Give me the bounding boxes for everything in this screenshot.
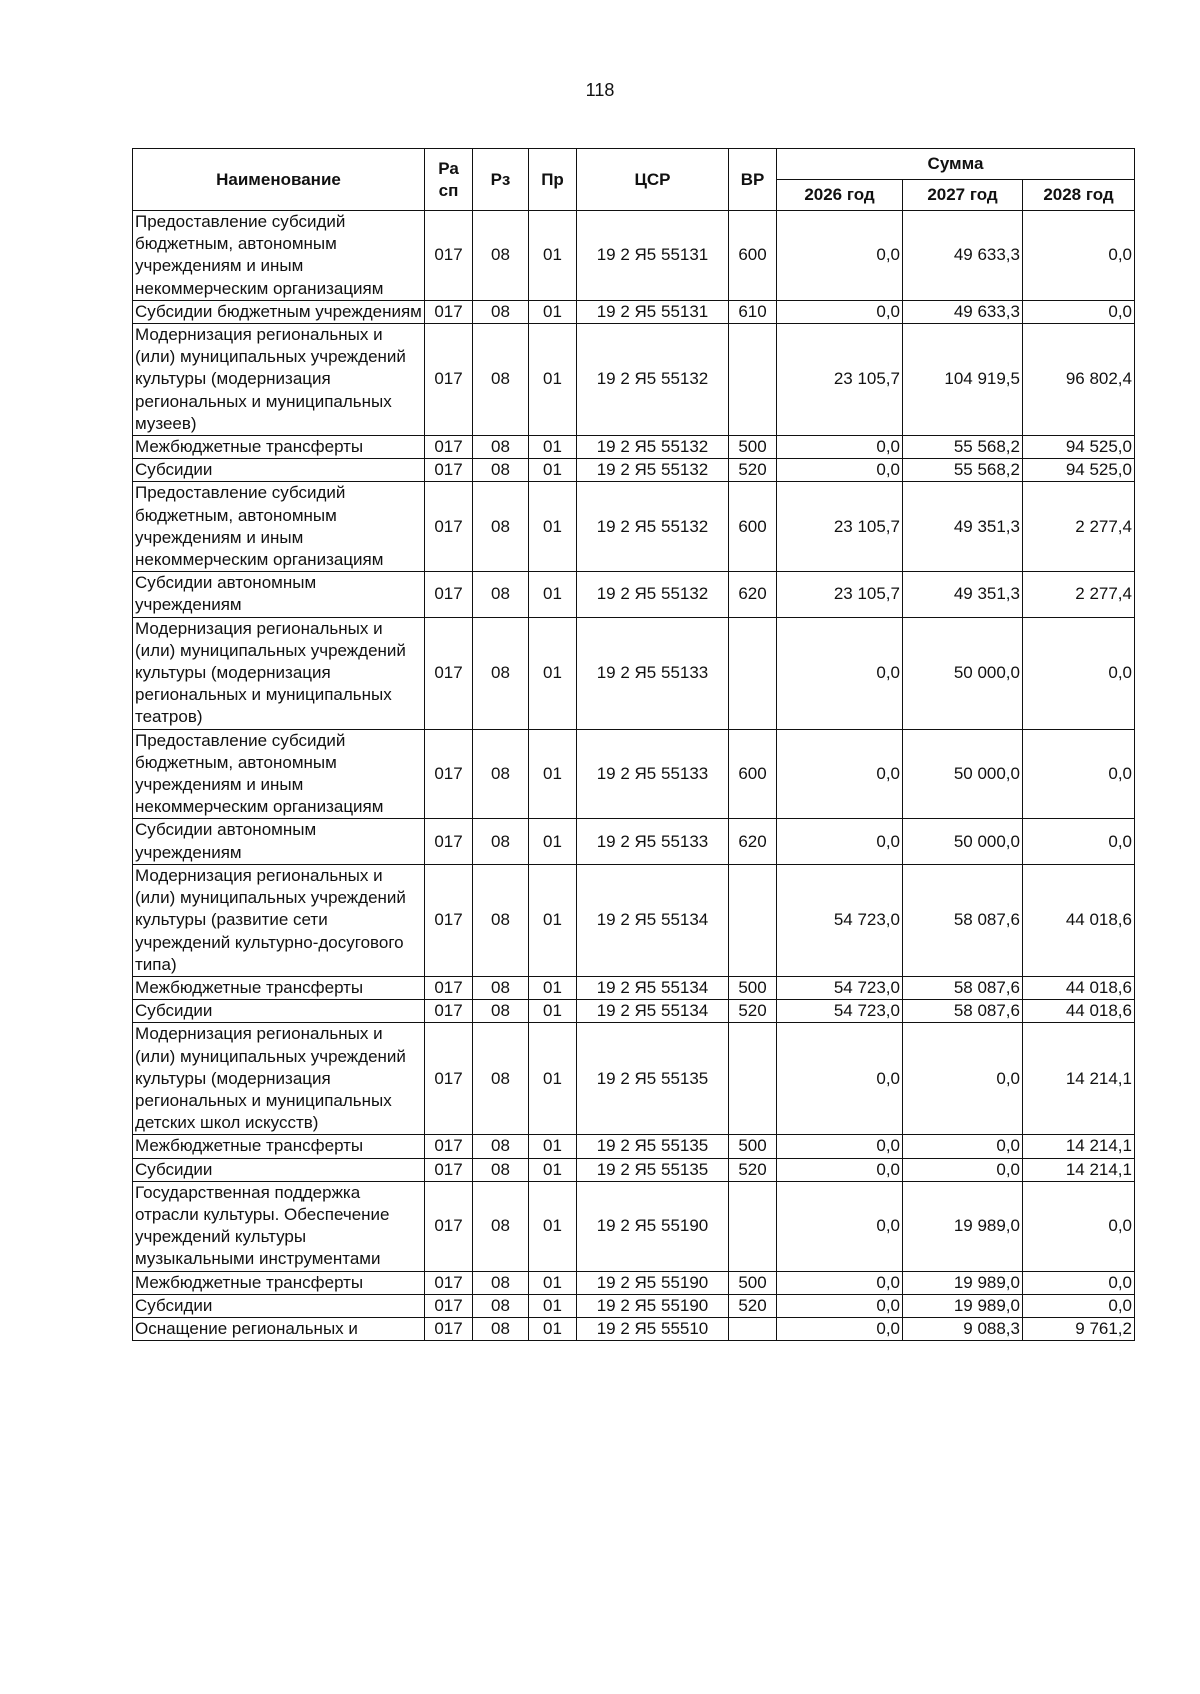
cell-sum-2026: 0,0 [777, 1317, 903, 1340]
cell-vr: 500 [729, 436, 777, 459]
cell-rz: 08 [473, 1317, 529, 1340]
cell-csr: 19 2 Я5 55132 [577, 482, 729, 572]
cell-csr: 19 2 Я5 55135 [577, 1135, 729, 1158]
table-row [133, 572, 1135, 617]
cell-rasp: 017 [425, 482, 473, 572]
cell-vr: 600 [729, 211, 777, 301]
cell-name: Предоставление субсидий бюджетным, автономным учреждениям и иным некоммерческим организациям [133, 482, 425, 572]
cell-rz: 08 [473, 324, 529, 436]
cell-sum-2028: 0,0 [1023, 1294, 1135, 1317]
cell-rasp: 017 [425, 1000, 473, 1023]
cell-pr: 01 [529, 211, 577, 301]
cell-sum-2027: 49 633,3 [903, 300, 1023, 323]
cell-rz: 08 [473, 436, 529, 459]
cell-name: Модернизация региональных и (или) муниципальных учреждений культуры (модернизация региональных и муниципальных театров) [133, 617, 425, 729]
cell-rz: 08 [473, 1181, 529, 1271]
cell-csr: 19 2 Я5 55133 [577, 729, 729, 819]
cell-vr: 600 [729, 729, 777, 819]
budget-table [132, 148, 1135, 1341]
cell-csr: 19 2 Я5 55134 [577, 1000, 729, 1023]
cell-rasp: 017 [425, 1317, 473, 1340]
cell-sum-2027: 9 088,3 [903, 1317, 1023, 1340]
cell-sum-2026: 23 105,7 [777, 324, 903, 436]
cell-sum-2026: 54 723,0 [777, 864, 903, 976]
cell-vr [729, 1023, 777, 1135]
cell-sum-2028: 0,0 [1023, 819, 1135, 864]
cell-name: Межбюджетные трансферты [133, 436, 425, 459]
cell-rasp: 017 [425, 459, 473, 482]
cell-vr [729, 324, 777, 436]
table-row [133, 1294, 1135, 1317]
cell-rasp: 017 [425, 1135, 473, 1158]
table-row [133, 1181, 1135, 1271]
cell-vr [729, 864, 777, 976]
cell-sum-2027: 49 351,3 [903, 482, 1023, 572]
table-row [133, 819, 1135, 864]
header-year-2026: 2026 год [777, 180, 903, 211]
cell-rasp: 017 [425, 1158, 473, 1181]
cell-sum-2026: 0,0 [777, 300, 903, 323]
cell-rasp: 017 [425, 1023, 473, 1135]
table-row [133, 1023, 1135, 1135]
cell-csr: 19 2 Я5 55134 [577, 864, 729, 976]
cell-name: Модернизация региональных и (или) муниципальных учреждений культуры (модернизация региональных и муниципальных детских школ искусств) [133, 1023, 425, 1135]
page-number: 118 [585, 80, 615, 100]
cell-sum-2027: 19 989,0 [903, 1181, 1023, 1271]
cell-name: Субсидии [133, 1294, 425, 1317]
cell-name: Межбюджетные трансферты [133, 1135, 425, 1158]
table-body [133, 211, 1135, 1341]
cell-rz: 08 [473, 300, 529, 323]
cell-pr: 01 [529, 864, 577, 976]
cell-sum-2026: 0,0 [777, 1135, 903, 1158]
cell-rz: 08 [473, 459, 529, 482]
table-row [133, 211, 1135, 301]
cell-sum-2026: 0,0 [777, 1181, 903, 1271]
cell-vr: 500 [729, 976, 777, 999]
cell-vr: 620 [729, 572, 777, 617]
header-sum: Сумма [777, 149, 1135, 180]
cell-rasp: 017 [425, 864, 473, 976]
cell-sum-2028: 0,0 [1023, 211, 1135, 301]
table-row [133, 1271, 1135, 1294]
cell-vr [729, 1317, 777, 1340]
cell-name: Субсидии автономным учреждениям [133, 572, 425, 617]
cell-sum-2028: 14 214,1 [1023, 1023, 1135, 1135]
cell-sum-2028: 9 761,2 [1023, 1317, 1135, 1340]
cell-name: Субсидии [133, 1158, 425, 1181]
cell-rasp: 017 [425, 572, 473, 617]
cell-sum-2028: 44 018,6 [1023, 864, 1135, 976]
cell-sum-2028: 2 277,4 [1023, 572, 1135, 617]
cell-name: Межбюджетные трансферты [133, 976, 425, 999]
cell-rz: 08 [473, 482, 529, 572]
cell-rz: 08 [473, 1294, 529, 1317]
cell-csr: 19 2 Я5 55132 [577, 324, 729, 436]
cell-sum-2028: 44 018,6 [1023, 1000, 1135, 1023]
header-year-2028: 2028 год [1023, 180, 1135, 211]
cell-sum-2028: 44 018,6 [1023, 976, 1135, 999]
cell-sum-2027: 50 000,0 [903, 819, 1023, 864]
cell-vr [729, 1181, 777, 1271]
cell-pr: 01 [529, 436, 577, 459]
cell-sum-2027: 58 087,6 [903, 1000, 1023, 1023]
cell-vr: 610 [729, 300, 777, 323]
cell-csr: 19 2 Я5 55133 [577, 617, 729, 729]
cell-csr: 19 2 Я5 55190 [577, 1181, 729, 1271]
cell-name: Оснащение региональных и [133, 1317, 425, 1340]
table-row [133, 324, 1135, 436]
header-csr: ЦСР [577, 149, 729, 211]
cell-vr: 500 [729, 1271, 777, 1294]
header-vr: ВР [729, 149, 777, 211]
cell-pr: 01 [529, 572, 577, 617]
table-row [133, 482, 1135, 572]
cell-vr: 500 [729, 1135, 777, 1158]
cell-sum-2028: 0,0 [1023, 1271, 1135, 1294]
cell-sum-2028: 0,0 [1023, 300, 1135, 323]
cell-pr: 01 [529, 1023, 577, 1135]
cell-csr: 19 2 Я5 55132 [577, 572, 729, 617]
cell-csr: 19 2 Я5 55135 [577, 1158, 729, 1181]
table-row [133, 436, 1135, 459]
cell-sum-2028: 0,0 [1023, 729, 1135, 819]
cell-csr: 19 2 Я5 55510 [577, 1317, 729, 1340]
cell-pr: 01 [529, 1158, 577, 1181]
cell-rasp: 017 [425, 819, 473, 864]
cell-sum-2026: 0,0 [777, 1023, 903, 1135]
cell-csr: 19 2 Я5 55132 [577, 459, 729, 482]
table-row [133, 1158, 1135, 1181]
cell-rasp: 017 [425, 211, 473, 301]
cell-rasp: 017 [425, 436, 473, 459]
cell-sum-2026: 0,0 [777, 1294, 903, 1317]
cell-pr: 01 [529, 617, 577, 729]
table-row [133, 864, 1135, 976]
cell-rz: 08 [473, 819, 529, 864]
cell-sum-2027: 58 087,6 [903, 976, 1023, 999]
cell-name: Предоставление субсидий бюджетным, автономным учреждениям и иным некоммерческим организациям [133, 729, 425, 819]
cell-vr: 520 [729, 1294, 777, 1317]
cell-csr: 19 2 Я5 55190 [577, 1294, 729, 1317]
cell-sum-2026: 0,0 [777, 1158, 903, 1181]
cell-rasp: 017 [425, 1181, 473, 1271]
cell-sum-2027: 49 351,3 [903, 572, 1023, 617]
cell-rz: 08 [473, 1158, 529, 1181]
cell-rz: 08 [473, 572, 529, 617]
cell-sum-2028: 0,0 [1023, 1181, 1135, 1271]
table-row [133, 729, 1135, 819]
cell-sum-2026: 0,0 [777, 459, 903, 482]
header-rz: Рз [473, 149, 529, 211]
cell-pr: 01 [529, 459, 577, 482]
header-year-2027: 2027 год [903, 180, 1023, 211]
cell-rasp: 017 [425, 617, 473, 729]
cell-rz: 08 [473, 1135, 529, 1158]
table-row [133, 1135, 1135, 1158]
cell-csr: 19 2 Я5 55135 [577, 1023, 729, 1135]
cell-name: Субсидии бюджетным учреждениям [133, 300, 425, 323]
cell-rz: 08 [473, 617, 529, 729]
cell-rz: 08 [473, 729, 529, 819]
cell-pr: 01 [529, 1181, 577, 1271]
cell-sum-2026: 23 105,7 [777, 482, 903, 572]
cell-rz: 08 [473, 864, 529, 976]
table-row [133, 459, 1135, 482]
cell-sum-2026: 0,0 [777, 436, 903, 459]
table-row [133, 617, 1135, 729]
cell-rz: 08 [473, 1271, 529, 1294]
header-rasp: Ра сп [425, 149, 473, 211]
cell-rz: 08 [473, 1023, 529, 1135]
cell-sum-2027: 55 568,2 [903, 436, 1023, 459]
table-row [133, 1000, 1135, 1023]
cell-name: Модернизация региональных и (или) муниципальных учреждений культуры (развитие сети учреждений культурно-досугового типа) [133, 864, 425, 976]
cell-sum-2026: 0,0 [777, 819, 903, 864]
cell-pr: 01 [529, 976, 577, 999]
cell-name: Субсидии [133, 1000, 425, 1023]
cell-csr: 19 2 Я5 55134 [577, 976, 729, 999]
cell-sum-2026: 0,0 [777, 1271, 903, 1294]
cell-rasp: 017 [425, 300, 473, 323]
cell-rasp: 017 [425, 1294, 473, 1317]
cell-name: Субсидии [133, 459, 425, 482]
cell-vr: 520 [729, 1158, 777, 1181]
cell-vr: 520 [729, 1000, 777, 1023]
cell-name: Межбюджетные трансферты [133, 1271, 425, 1294]
cell-sum-2028: 94 525,0 [1023, 436, 1135, 459]
cell-name: Предоставление субсидий бюджетным, автономным учреждениям и иным некоммерческим организациям [133, 211, 425, 301]
cell-rz: 08 [473, 211, 529, 301]
cell-sum-2028: 96 802,4 [1023, 324, 1135, 436]
cell-csr: 19 2 Я5 55131 [577, 211, 729, 301]
cell-sum-2027: 19 989,0 [903, 1294, 1023, 1317]
cell-csr: 19 2 Я5 55190 [577, 1271, 729, 1294]
cell-rasp: 017 [425, 729, 473, 819]
cell-sum-2027: 50 000,0 [903, 617, 1023, 729]
header-pr: Пр [529, 149, 577, 211]
cell-sum-2028: 0,0 [1023, 617, 1135, 729]
cell-sum-2026: 0,0 [777, 617, 903, 729]
cell-rasp: 017 [425, 324, 473, 436]
cell-pr: 01 [529, 482, 577, 572]
cell-vr: 600 [729, 482, 777, 572]
cell-sum-2027: 0,0 [903, 1023, 1023, 1135]
cell-pr: 01 [529, 300, 577, 323]
cell-name: Государственная поддержка отрасли культуры. Обеспечение учреждений культуры музыкальными инструментами [133, 1181, 425, 1271]
cell-pr: 01 [529, 1135, 577, 1158]
cell-sum-2027: 104 919,5 [903, 324, 1023, 436]
cell-rz: 08 [473, 976, 529, 999]
cell-pr: 01 [529, 1000, 577, 1023]
cell-csr: 19 2 Я5 55131 [577, 300, 729, 323]
cell-pr: 01 [529, 819, 577, 864]
cell-sum-2027: 49 633,3 [903, 211, 1023, 301]
cell-sum-2026: 54 723,0 [777, 1000, 903, 1023]
cell-rasp: 017 [425, 976, 473, 999]
table-row [133, 976, 1135, 999]
cell-sum-2027: 58 087,6 [903, 864, 1023, 976]
cell-sum-2027: 0,0 [903, 1135, 1023, 1158]
cell-sum-2027: 55 568,2 [903, 459, 1023, 482]
cell-csr: 19 2 Я5 55132 [577, 436, 729, 459]
cell-vr: 520 [729, 459, 777, 482]
cell-name: Субсидии автономным учреждениям [133, 819, 425, 864]
cell-name: Модернизация региональных и (или) муниципальных учреждений культуры (модернизация региональных и муниципальных музеев) [133, 324, 425, 436]
table-header [133, 149, 1135, 211]
cell-sum-2026: 54 723,0 [777, 976, 903, 999]
cell-pr: 01 [529, 1271, 577, 1294]
cell-rz: 08 [473, 1000, 529, 1023]
table-row [133, 1317, 1135, 1340]
cell-sum-2028: 94 525,0 [1023, 459, 1135, 482]
cell-pr: 01 [529, 1317, 577, 1340]
table-row [133, 300, 1135, 323]
cell-sum-2027: 19 989,0 [903, 1271, 1023, 1294]
cell-sum-2027: 0,0 [903, 1158, 1023, 1181]
cell-sum-2028: 14 214,1 [1023, 1135, 1135, 1158]
cell-pr: 01 [529, 729, 577, 819]
cell-sum-2028: 2 277,4 [1023, 482, 1135, 572]
cell-csr: 19 2 Я5 55133 [577, 819, 729, 864]
cell-sum-2026: 23 105,7 [777, 572, 903, 617]
cell-rasp: 017 [425, 1271, 473, 1294]
cell-sum-2026: 0,0 [777, 211, 903, 301]
header-name: Наименование [133, 149, 425, 211]
cell-sum-2026: 0,0 [777, 729, 903, 819]
cell-vr [729, 617, 777, 729]
cell-pr: 01 [529, 1294, 577, 1317]
cell-sum-2028: 14 214,1 [1023, 1158, 1135, 1181]
cell-vr: 620 [729, 819, 777, 864]
cell-sum-2027: 50 000,0 [903, 729, 1023, 819]
cell-pr: 01 [529, 324, 577, 436]
